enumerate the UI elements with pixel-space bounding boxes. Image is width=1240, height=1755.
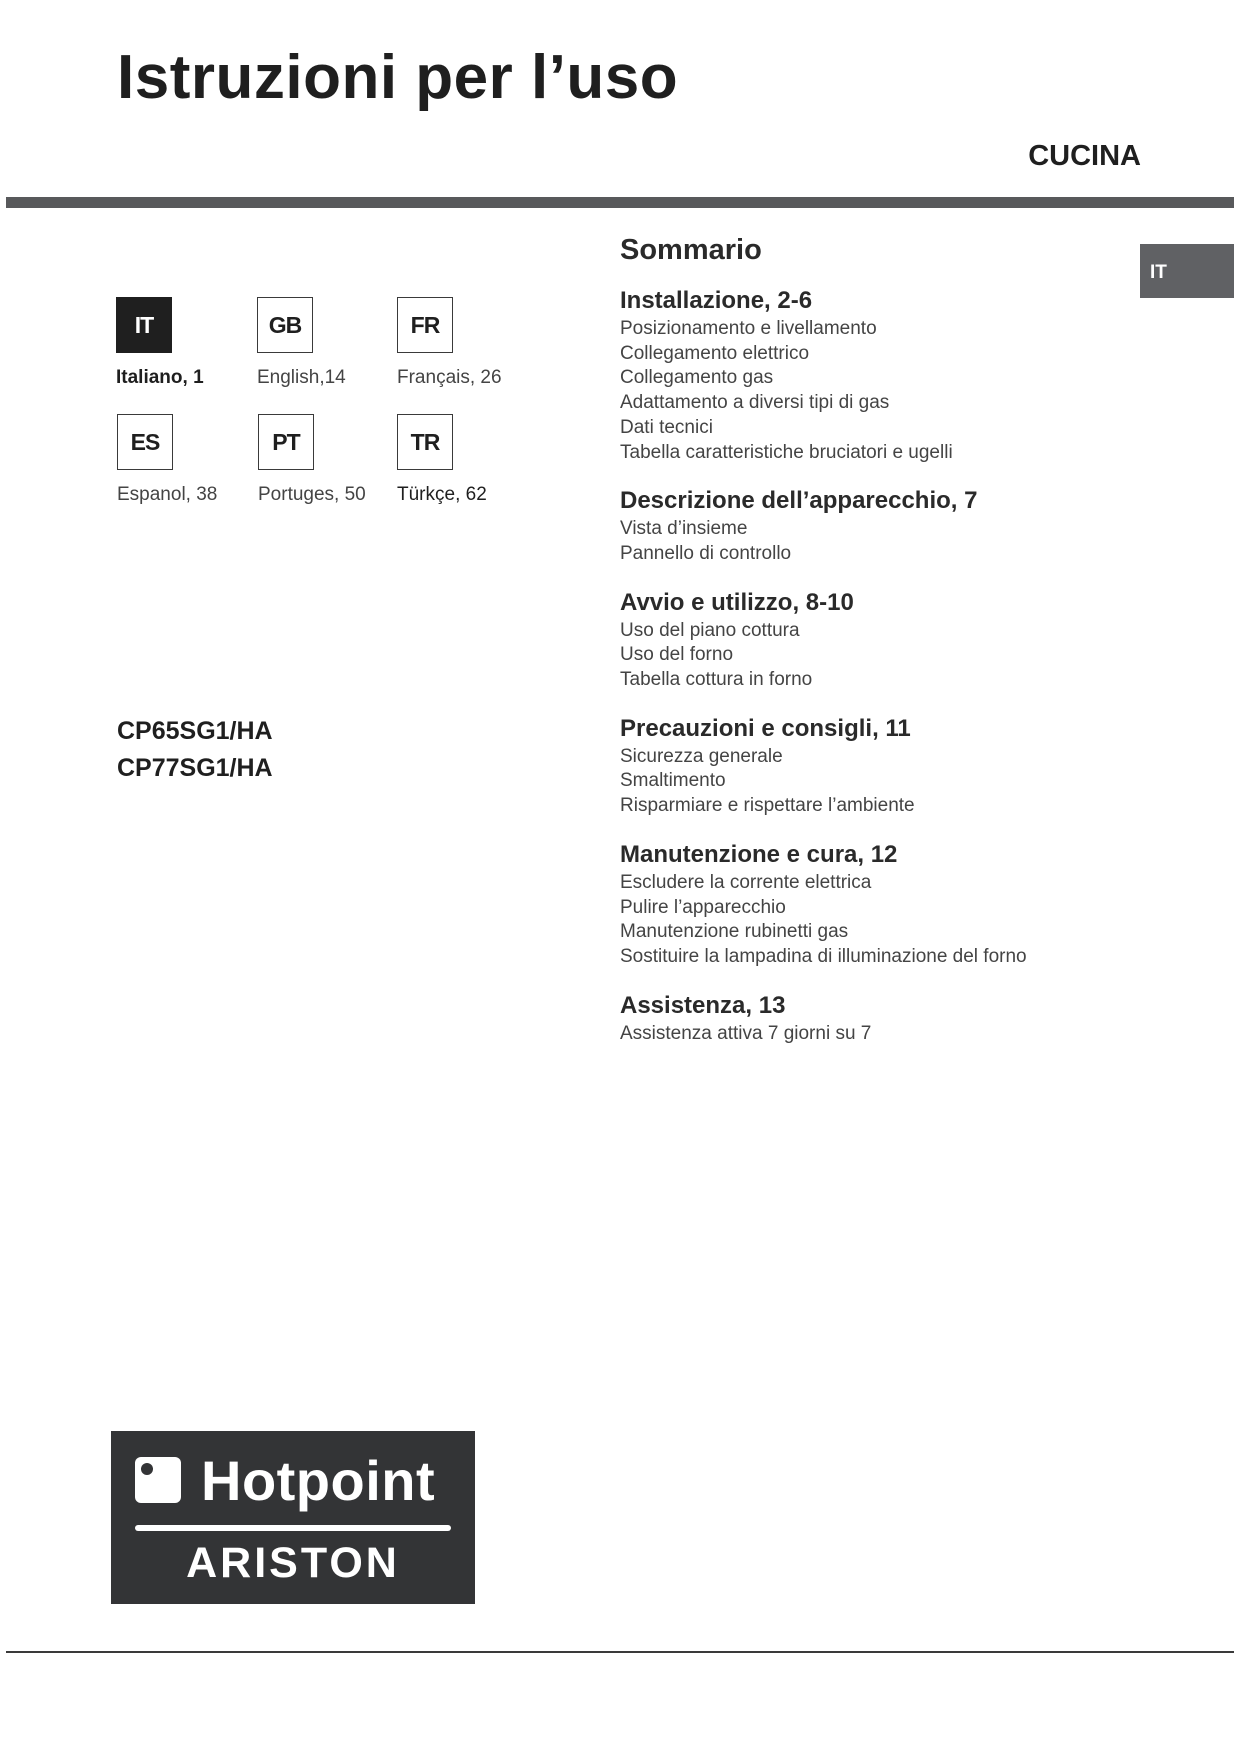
language-item-fr[interactable] xyxy=(397,297,567,417)
hotpoint-ariston-logo xyxy=(111,1431,475,1604)
logo-sub-brand-text: ARISTON xyxy=(186,1539,400,1587)
language-side-tab: IT xyxy=(1140,244,1234,298)
language-code-box: PT xyxy=(258,414,314,470)
toc-item[interactable]: Posizionamento e livellamento xyxy=(620,318,877,339)
header-divider-bar xyxy=(6,197,1234,208)
toc-section-assistenza xyxy=(620,990,1220,1047)
footer-divider-line xyxy=(6,1651,1234,1653)
toc-section-installazione xyxy=(620,285,1220,465)
toc-item[interactable]: Tabella cottura in forno xyxy=(620,669,813,691)
toc-section-precauzioni xyxy=(620,713,1220,819)
toc-item[interactable]: Pannello di controllo xyxy=(620,542,792,564)
table-of-contents xyxy=(620,234,1220,1066)
toc-item[interactable]: Vista d’insieme xyxy=(620,518,748,540)
language-code-box: TR xyxy=(397,414,453,470)
toc-item[interactable]: Collegamento gas xyxy=(620,367,774,389)
language-label: English,14 xyxy=(257,367,346,388)
toc-item[interactable]: Risparmiare e rispettare l’ambiente xyxy=(620,795,915,817)
toc-item[interactable]: Smaltimento xyxy=(620,770,726,792)
toc-item[interactable]: Tabella caratteristiche bruciatori e ugelli xyxy=(620,441,953,463)
toc-item[interactable]: Sostituire la lampadina di illuminazione del forno xyxy=(620,945,1027,967)
toc-section-avvio xyxy=(620,587,1220,693)
language-code-box: FR xyxy=(397,297,453,353)
toc-heading[interactable]: Assistenza, 13 xyxy=(620,991,786,1019)
model-list xyxy=(117,713,273,787)
language-index xyxy=(116,297,616,537)
toc-title: Sommario xyxy=(620,234,762,266)
logo-brand-text: Hotpoint xyxy=(201,1449,436,1512)
toc-section-descrizione xyxy=(620,485,1220,566)
toc-section-manutenzione xyxy=(620,839,1220,970)
toc-heading[interactable]: Avvio e utilizzo, 8-10 xyxy=(620,588,854,616)
language-label: Espanol, 38 xyxy=(117,484,218,505)
language-label: Italiano, 1 xyxy=(116,367,204,388)
toc-item[interactable]: Uso del forno xyxy=(620,644,734,666)
product-category: CUCINA xyxy=(1028,140,1141,172)
toc-heading[interactable]: Installazione, 2-6 xyxy=(620,287,813,314)
toc-item[interactable]: Uso del piano cottura xyxy=(620,619,800,641)
toc-heading[interactable]: Descrizione dell’apparecchio, 7 xyxy=(620,487,978,515)
toc-item[interactable]: Adattamento a diversi tipi di gas xyxy=(620,392,890,414)
language-label: Français, 26 xyxy=(397,367,502,388)
model-number: CP65SG1/HA xyxy=(117,717,273,745)
toc-item[interactable]: Pulire l’apparecchio xyxy=(620,896,786,918)
toc-item[interactable]: Dati tecnici xyxy=(620,416,713,438)
toc-heading[interactable]: Precauzioni e consigli, 11 xyxy=(620,714,911,742)
toc-item[interactable]: Assistenza attiva 7 giorni su 7 xyxy=(620,1022,872,1044)
language-label: Portuges, 50 xyxy=(258,484,366,505)
language-label: Türkçe, 62 xyxy=(397,484,487,505)
toc-heading[interactable]: Manutenzione e cura, 12 xyxy=(620,840,898,868)
language-code-box: GB xyxy=(257,297,313,353)
toc-item[interactable]: Collegamento elettrico xyxy=(620,342,810,364)
page-title: Istruzioni per l’uso xyxy=(117,43,679,112)
logo-divider-line xyxy=(135,1525,451,1531)
toc-item[interactable]: Manutenzione rubinetti gas xyxy=(620,921,849,943)
logo-square-dot xyxy=(141,1463,153,1475)
model-number: CP77SG1/HA xyxy=(117,754,273,782)
language-code-box: IT xyxy=(116,297,172,353)
toc-item[interactable]: Sicurezza generale xyxy=(620,745,783,767)
logo-square-icon xyxy=(135,1457,181,1503)
toc-item[interactable]: Escludere la corrente elettrica xyxy=(620,871,872,893)
language-code-box: ES xyxy=(117,414,173,470)
language-item-tr[interactable] xyxy=(397,414,567,534)
